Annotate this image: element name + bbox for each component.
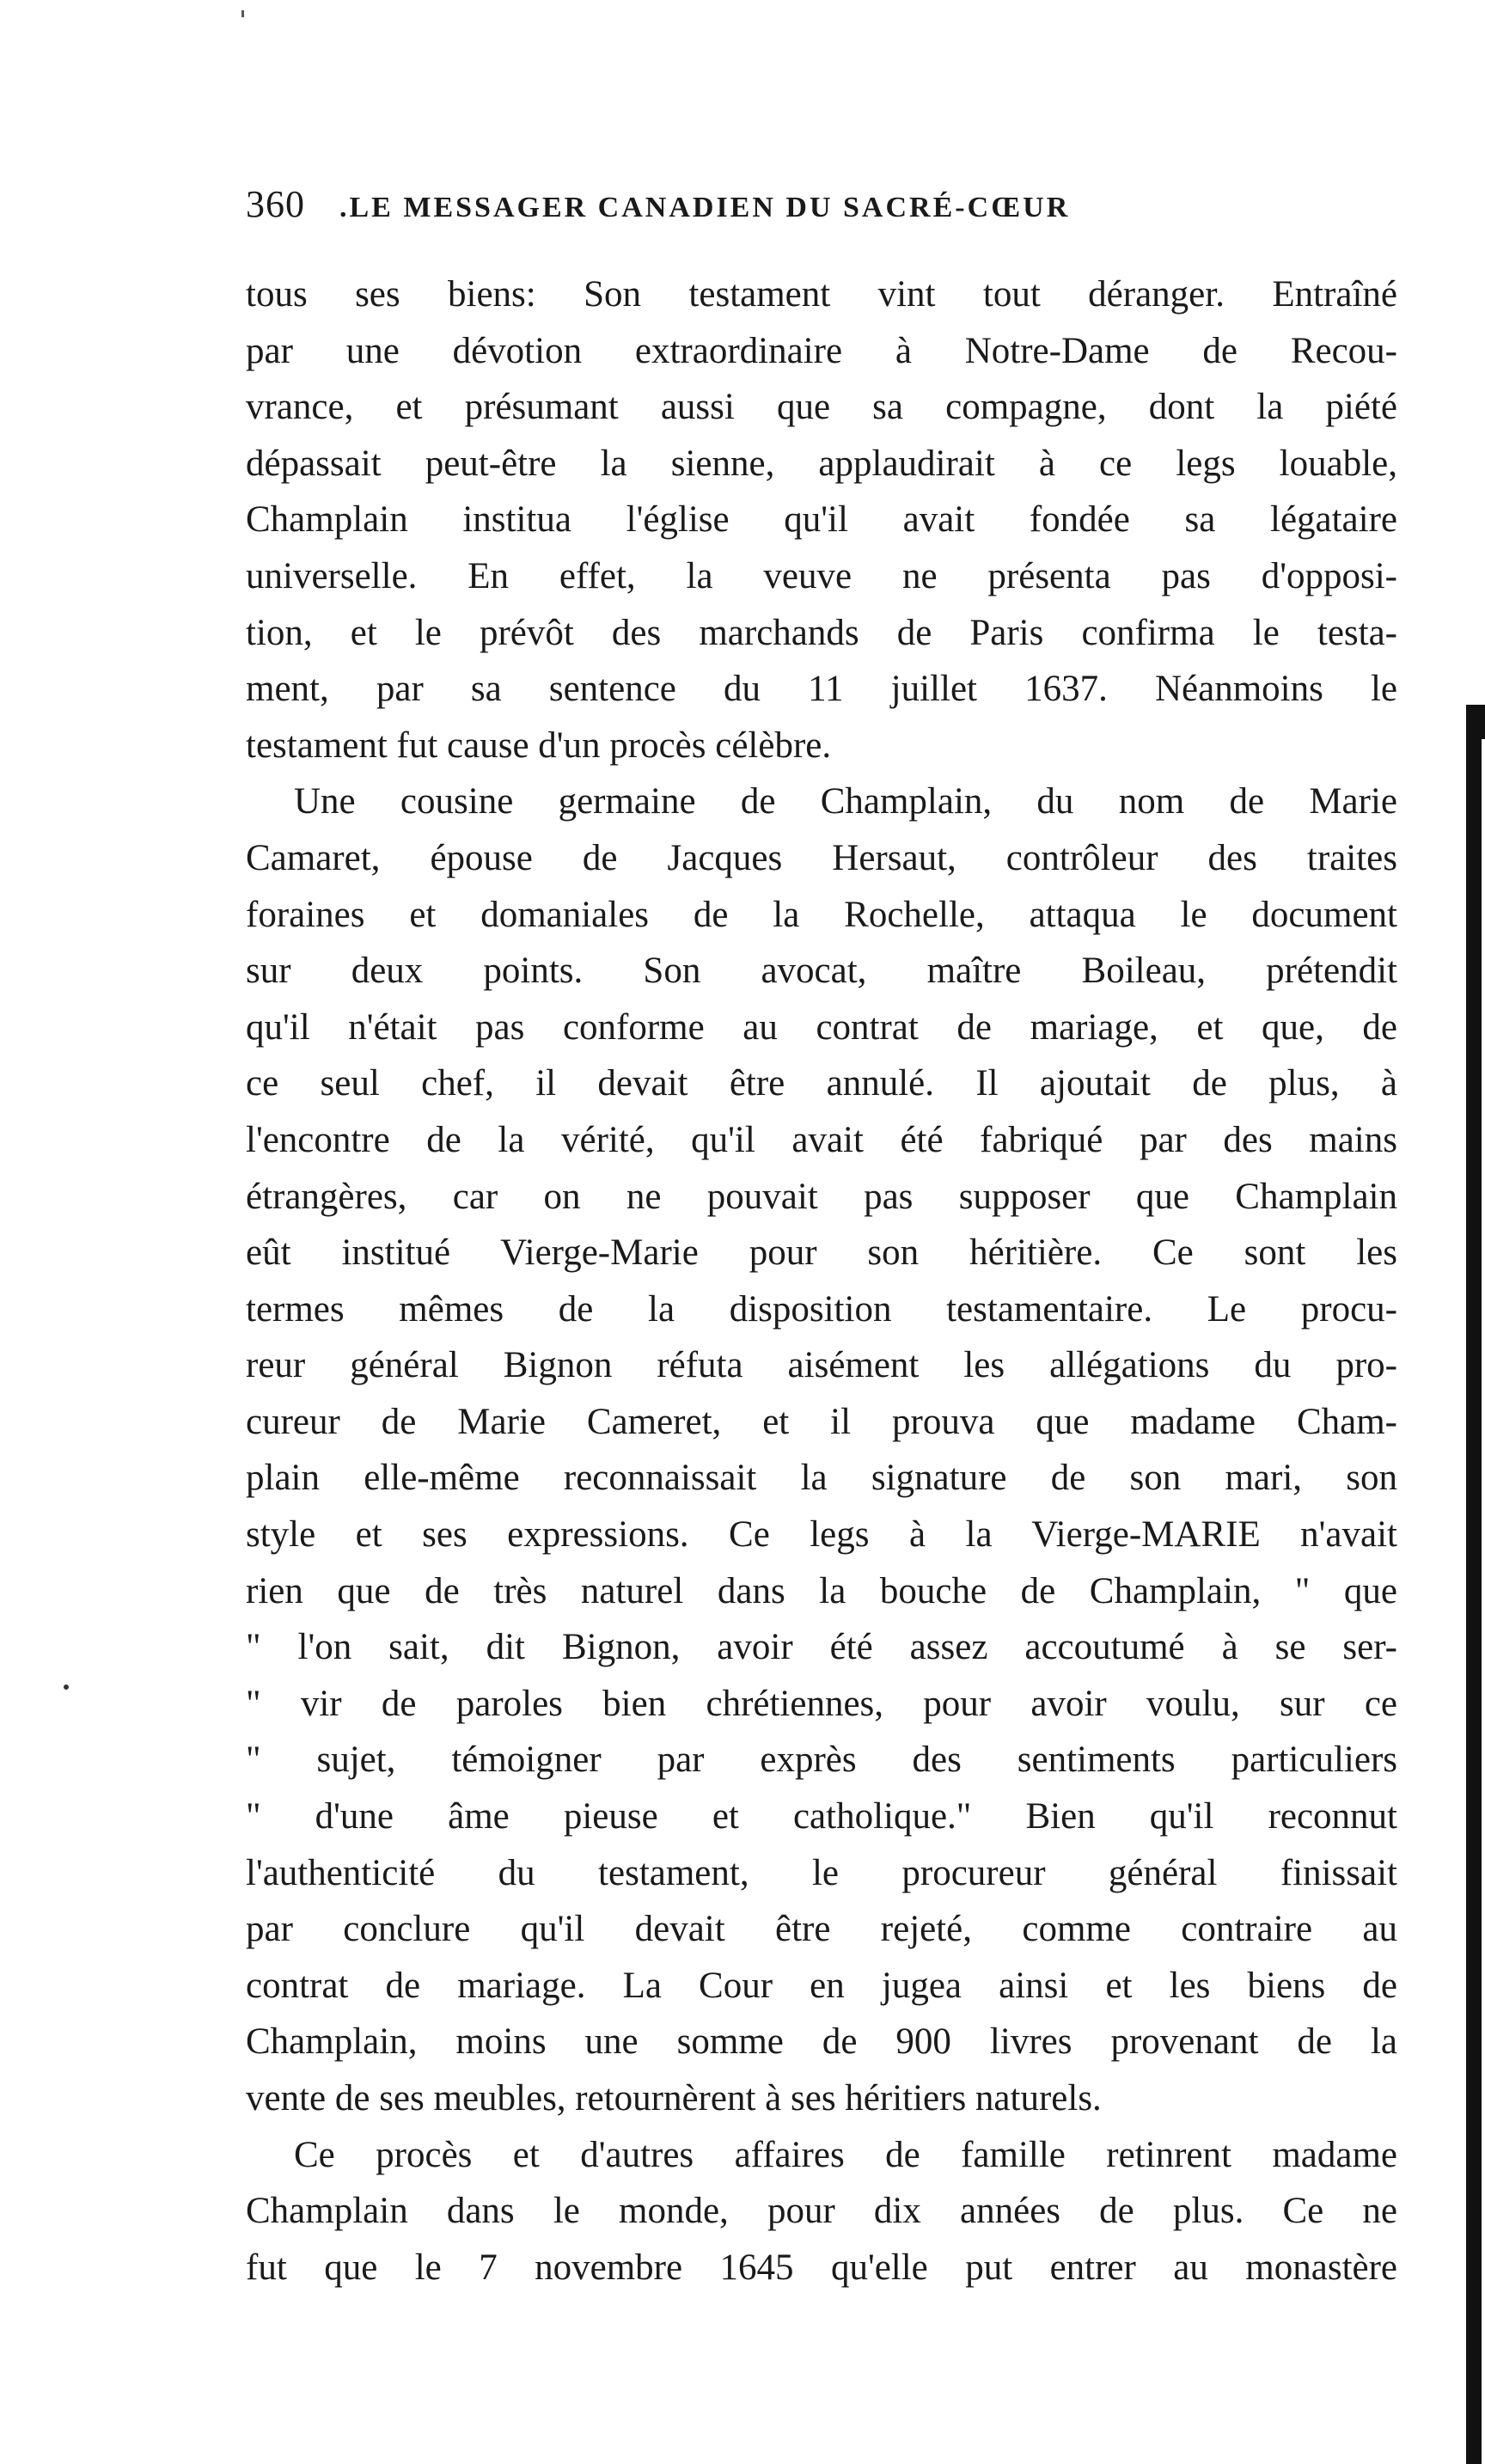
text-line: dépassait peut-être la sienne, applaudirait à ce legs louable, (246, 443, 1397, 484)
text-line: contrat de mariage. La Cour en jugea ainsi et les biens de (246, 1965, 1397, 2006)
text-line: tion, et le prévôt des marchands de Paris confirma le testa- (246, 612, 1397, 653)
text-line: Champlain, moins une somme de 900 livres provenant de la (246, 2021, 1397, 2063)
text-line: cureur de Marie Cameret, et il prouva que madame Cham- (246, 1401, 1397, 1442)
text-line: rien que de très naturel dans la bouche de Champlain, " que (246, 1570, 1397, 1611)
text-line: " sujet, témoigner par exprès des sentiments particuliers (246, 1739, 1397, 1781)
text-line: universelle. En effet, la veuve ne présenta pas d'opposi- (246, 555, 1397, 596)
text-line: style et ses expressions. Ce legs à la Vierge-MARIE n'avait (246, 1514, 1397, 1556)
text-line: Champlain institua l'église qu'il avait fondée sa légataire (246, 499, 1397, 541)
scan-edge-tick (1482, 705, 1485, 739)
text-line: tous ses biens: Son testament vint tout déranger. Entraîné (246, 274, 1397, 315)
text-line: " l'on sait, dit Bignon, avoir été assez accoutumé à se ser- (246, 1627, 1397, 1668)
text-line: par conclure qu'il devait être rejeté, comme contraire au (246, 1909, 1397, 1950)
text-line: termes mêmes de la disposition testamentaire. Le procu- (246, 1288, 1397, 1330)
text-line: foraines et domaniales de la Rochelle, attaqua le document (246, 894, 1397, 935)
body-text (246, 266, 1397, 2296)
text-line: testament fut cause d'un procès célèbre. (246, 725, 832, 766)
text-line: l'encontre de la vérité, qu'il avait été fabriqué par des mains (246, 1119, 1397, 1160)
text-line: plain elle-même reconnaissait la signature de son mari, son (246, 1458, 1397, 1499)
page-number: 360 (246, 183, 305, 225)
scan-edge-shadow (1466, 705, 1482, 2464)
text-line: Champlain dans le monde, pour dix années de plus. Ce ne (246, 2191, 1397, 2232)
text-line: " vir de paroles bien chrétiennes, pour avoir voulu, sur ce (246, 1683, 1397, 1724)
text-line: par une dévotion extraordinaire à Notre-Dame de Recou- (246, 330, 1397, 371)
margin-mark (64, 1684, 69, 1690)
scan-speck (241, 10, 244, 17)
page-header (246, 182, 1397, 234)
text-line: ment, par sa sentence du 11 juillet 1637. Néanmoins le (246, 669, 1397, 710)
text-line: " d'une âme pieuse et catholique." Bien qu'il reconnut (246, 1796, 1397, 1837)
text-line: reur général Bignon réfuta aisément les allégations du pro- (246, 1345, 1397, 1386)
text-line: qu'il n'était pas conforme au contrat de mariage, et que, de (246, 1006, 1397, 1048)
text-line: l'authenticité du testament, le procureur général finissait (246, 1852, 1397, 1893)
text-line: vrance, et présumant aussi que sa compagne, dont la piété (246, 387, 1397, 428)
text-line: vente de ses meubles, retournèrent à ses héritiers naturels. (246, 2078, 1102, 2119)
text-line: Camaret, épouse de Jacques Hersaut, contrôleur des traites (246, 837, 1397, 878)
running-title: .LE MESSAGER CANADIEN DU SACRÉ-CŒUR (339, 192, 1071, 223)
text-line: étrangères, car on ne pouvait pas supposer que Champlain (246, 1176, 1397, 1217)
text-line: Une cousine germaine de Champlain, du nom de Marie (294, 781, 1397, 822)
text-line: fut que le 7 novembre 1645 qu'elle put entrer au monastère (246, 2247, 1397, 2288)
text-line: Ce procès et d'autres affaires de famille retinrent madame (294, 2134, 1397, 2175)
text-line: eût institué Vierge-Marie pour son héritière. Ce sont les (246, 1232, 1397, 1274)
text-line: ce seul chef, il devait être annulé. Il ajoutait de plus, à (246, 1063, 1397, 1104)
text-line: sur deux points. Son avocat, maître Boileau, prétendit (246, 951, 1397, 992)
